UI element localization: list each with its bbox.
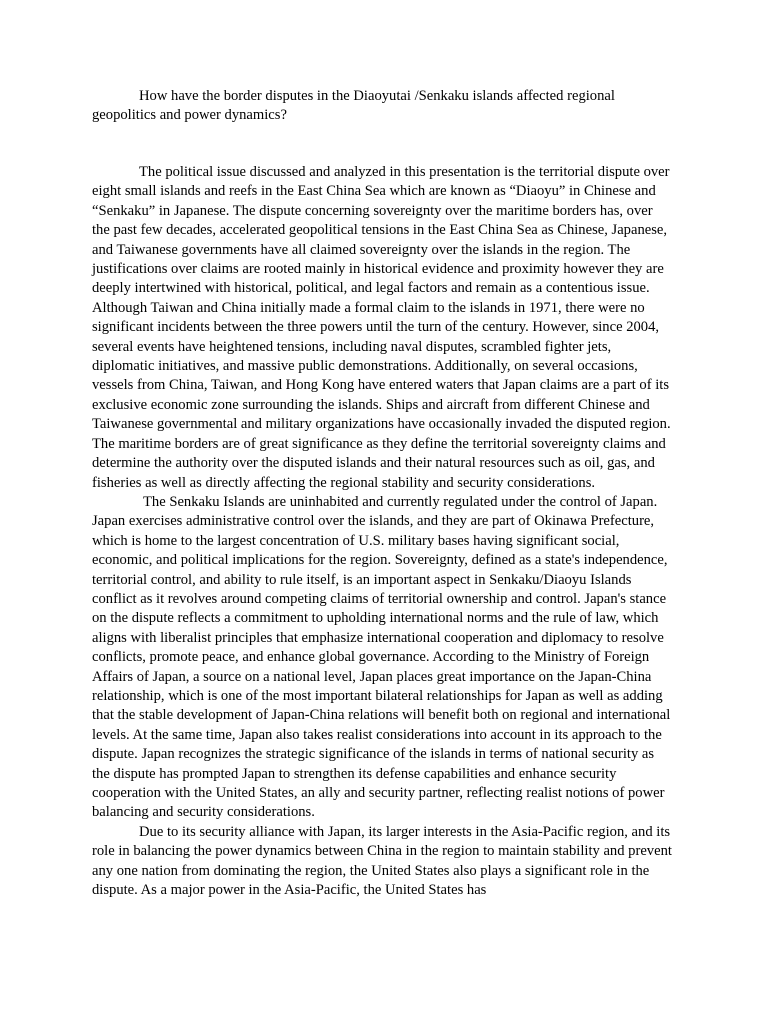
research-question: How have the border disputes in the Diaoyutai /Senkaku islands affected regional geopolitics and power dynamics? — [92, 88, 615, 124]
document-body — [92, 163, 674, 900]
paragraph-united-states-role: Due to its security alliance with Japan, its larger interests in the Asia-Pacific region, and its role in balancing the power dynamics between China in the region to maintain stability and prevent any one nation from dominating the region, the United States also plays a significant role in the dispute. As a major power in the Asia-Pacific, the United States has — [92, 823, 672, 899]
paragraph-territorial-dispute: The political issue discussed and analyzed in this presentation is the territorial dispute over eight small islands and reefs in the East China Sea which are known as “Diaoyu” in Chinese and “Senkaku” in Japanese. The dispute concerning sovereignty over the maritime borders has, over the past few decades, accelerated geopolitical tensions in the East China Sea as Chinese, Japanese, and Taiwanese governments have all claimed sovereignty over the islands in the region. The justifications over claims are rooted mainly in historical evidence and proximity however they are deeply intertwined with historical, political, and legal factors and remain as a contentious issue. Although Taiwan and China initially made a formal claim to the islands in 1971, there were no significant incidents between the three powers until the turn of the century. However, since 2004, several events have heightened tensions, including naval disputes, scrambled fighter jets, diplomatic initiatives, and massive public demonstrations. Additionally, on several occasions, vessels from China, Taiwan, and Hong Kong have entered waters that Japan claims are a part of its exclusive economic zone surrounding the islands. Ships and aircraft from different Chinese and Taiwanese governmental and military organizations have occasionally invaded the disputed region. The maritime borders are of great significance as they define the territorial sovereignty claims and determine the authority over the disputed islands and their natural resources such as oil, gas, and fisheries as well as directly affecting the regional stability and security considerations. — [92, 164, 671, 491]
paragraph-japan-stance: The Senkaku Islands are uninhabited and currently regulated under the control of Japan. Japan exercises administrative control over the islands, and they are part of Okinawa Prefecture, which is home to the largest concentration of U.S. military bases having significant social, economic, and political implications for the region. Sovereignty, defined as a state's independence, territorial control, and ability to rule itself, is an important aspect in Senkaku/Diaoyu Islands conflict as it revolves around competing claims of territorial ownership and control. Japan's stance on the dispute reflects a commitment to upholding international norms and the rule of law, which aligns with liberalist principles that emphasize international cooperation and diplomacy to resolve conflicts, promote peace, and enhance global governance. According to the Ministry of Foreign Affairs of Japan, a source on a national level, Japan places great importance on the Japan-China relationship, which is one of the most important bilateral relationships for Japan as well as adding that the stable development of Japan-China relations will benefit both on regional and international levels. At the same time, Japan also takes realist considerations into account in its approach to the dispute. Japan recognizes the strategic significance of the islands in terms of national security as the dispute has prompted Japan to strengthen its defense capabilities and enhance security cooperation with the United States, an ally and security partner, reflecting realist notions of power balancing and security considerations. — [92, 493, 671, 821]
